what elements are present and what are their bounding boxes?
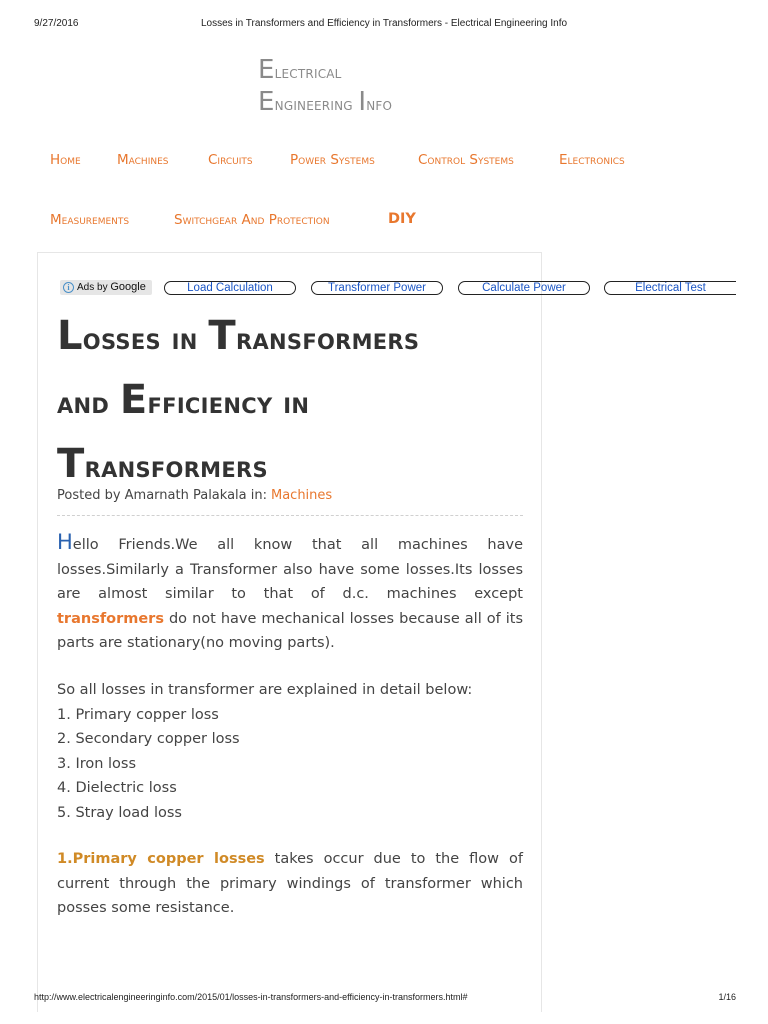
list-item: 1. Primary copper loss xyxy=(57,706,219,723)
ads-row xyxy=(60,280,740,298)
print-header xyxy=(0,18,768,32)
nav-item-electronics[interactable]: Electronics xyxy=(559,152,625,168)
list-item: 3. Iron loss xyxy=(57,755,137,772)
nav-row-2 xyxy=(50,212,730,238)
list-intro: So all losses in transformer are explained in detail below: xyxy=(57,682,473,698)
meta-divider xyxy=(57,515,523,516)
print-url: http://www.electricalengineeringinfo.com/2015/01/losses-in-transformers-and-efficiency-in-transformers.html# xyxy=(34,992,468,1002)
post-category-link[interactable]: Machines xyxy=(270,488,333,503)
nav-item-home[interactable]: Home xyxy=(50,152,81,168)
nav-item-measurements[interactable]: Measurements xyxy=(50,212,130,228)
ads-by-google-badge[interactable]: i Ads by Google xyxy=(60,280,152,295)
list-item: 4. Dielectric loss xyxy=(57,780,177,797)
info-icon: i xyxy=(63,282,74,293)
list-item: 2. Secondary copper loss xyxy=(57,731,240,748)
site-name-line2: Engineering Info xyxy=(258,87,393,117)
ad-link-electrical-test[interactable]: Electrical Test xyxy=(604,281,736,295)
primary-copper-paragraph: 1.Primary copper losses takes occur due to the flow of current through the primary windings of transformer which posses some resistance. xyxy=(57,851,523,917)
nav-item-control-systems[interactable]: Control Systems xyxy=(418,152,514,168)
losses-list-section xyxy=(57,678,523,826)
site-name-line1: Electrical xyxy=(258,55,342,85)
site-logo[interactable] xyxy=(258,56,392,120)
print-date: 9/27/2016 xyxy=(34,18,79,29)
ad-link-load-calculation[interactable]: Load Calculation xyxy=(164,281,296,295)
primary-copper-heading: Primary copper losses xyxy=(72,851,265,867)
ad-link-calculate-power[interactable]: Calculate Power xyxy=(458,281,590,295)
intro-paragraph: Hello Friends.We all know that all machines have losses.Similarly a Transformer also have some losses.Its losses are almost similar to that of d.c. machines except transformers do not have mechanical losses because all of its parts are stationary(no moving parts). xyxy=(57,530,523,652)
nav-item-diy[interactable]: DIY xyxy=(388,211,416,227)
nav-row-1 xyxy=(50,152,730,178)
nav-item-switchgear[interactable]: Switchgear And Protection xyxy=(174,212,330,228)
print-page-title: Losses in Transformers and Efficiency in Transformers - Electrical Engineering Info xyxy=(200,18,568,29)
list-item: 5. Stray load loss xyxy=(57,804,182,821)
drop-cap: H xyxy=(57,530,73,554)
transformers-link[interactable]: transformers xyxy=(57,610,164,627)
nav-item-circuits[interactable]: Circuits xyxy=(208,152,253,168)
posted-by-label: Posted by Amarnath Palakala in: xyxy=(57,488,267,503)
ad-link-transformer-power[interactable]: Transformer Power xyxy=(311,281,443,295)
nav-item-power-systems[interactable]: Power Systems xyxy=(290,152,375,168)
nav-item-machines[interactable]: Machines xyxy=(117,152,169,168)
print-footer xyxy=(0,992,768,1006)
post-title: Losses in Transformers and Efficiency in Transformers xyxy=(57,313,420,487)
print-page-number: 1/16 xyxy=(718,992,736,1002)
post-meta xyxy=(57,488,332,503)
